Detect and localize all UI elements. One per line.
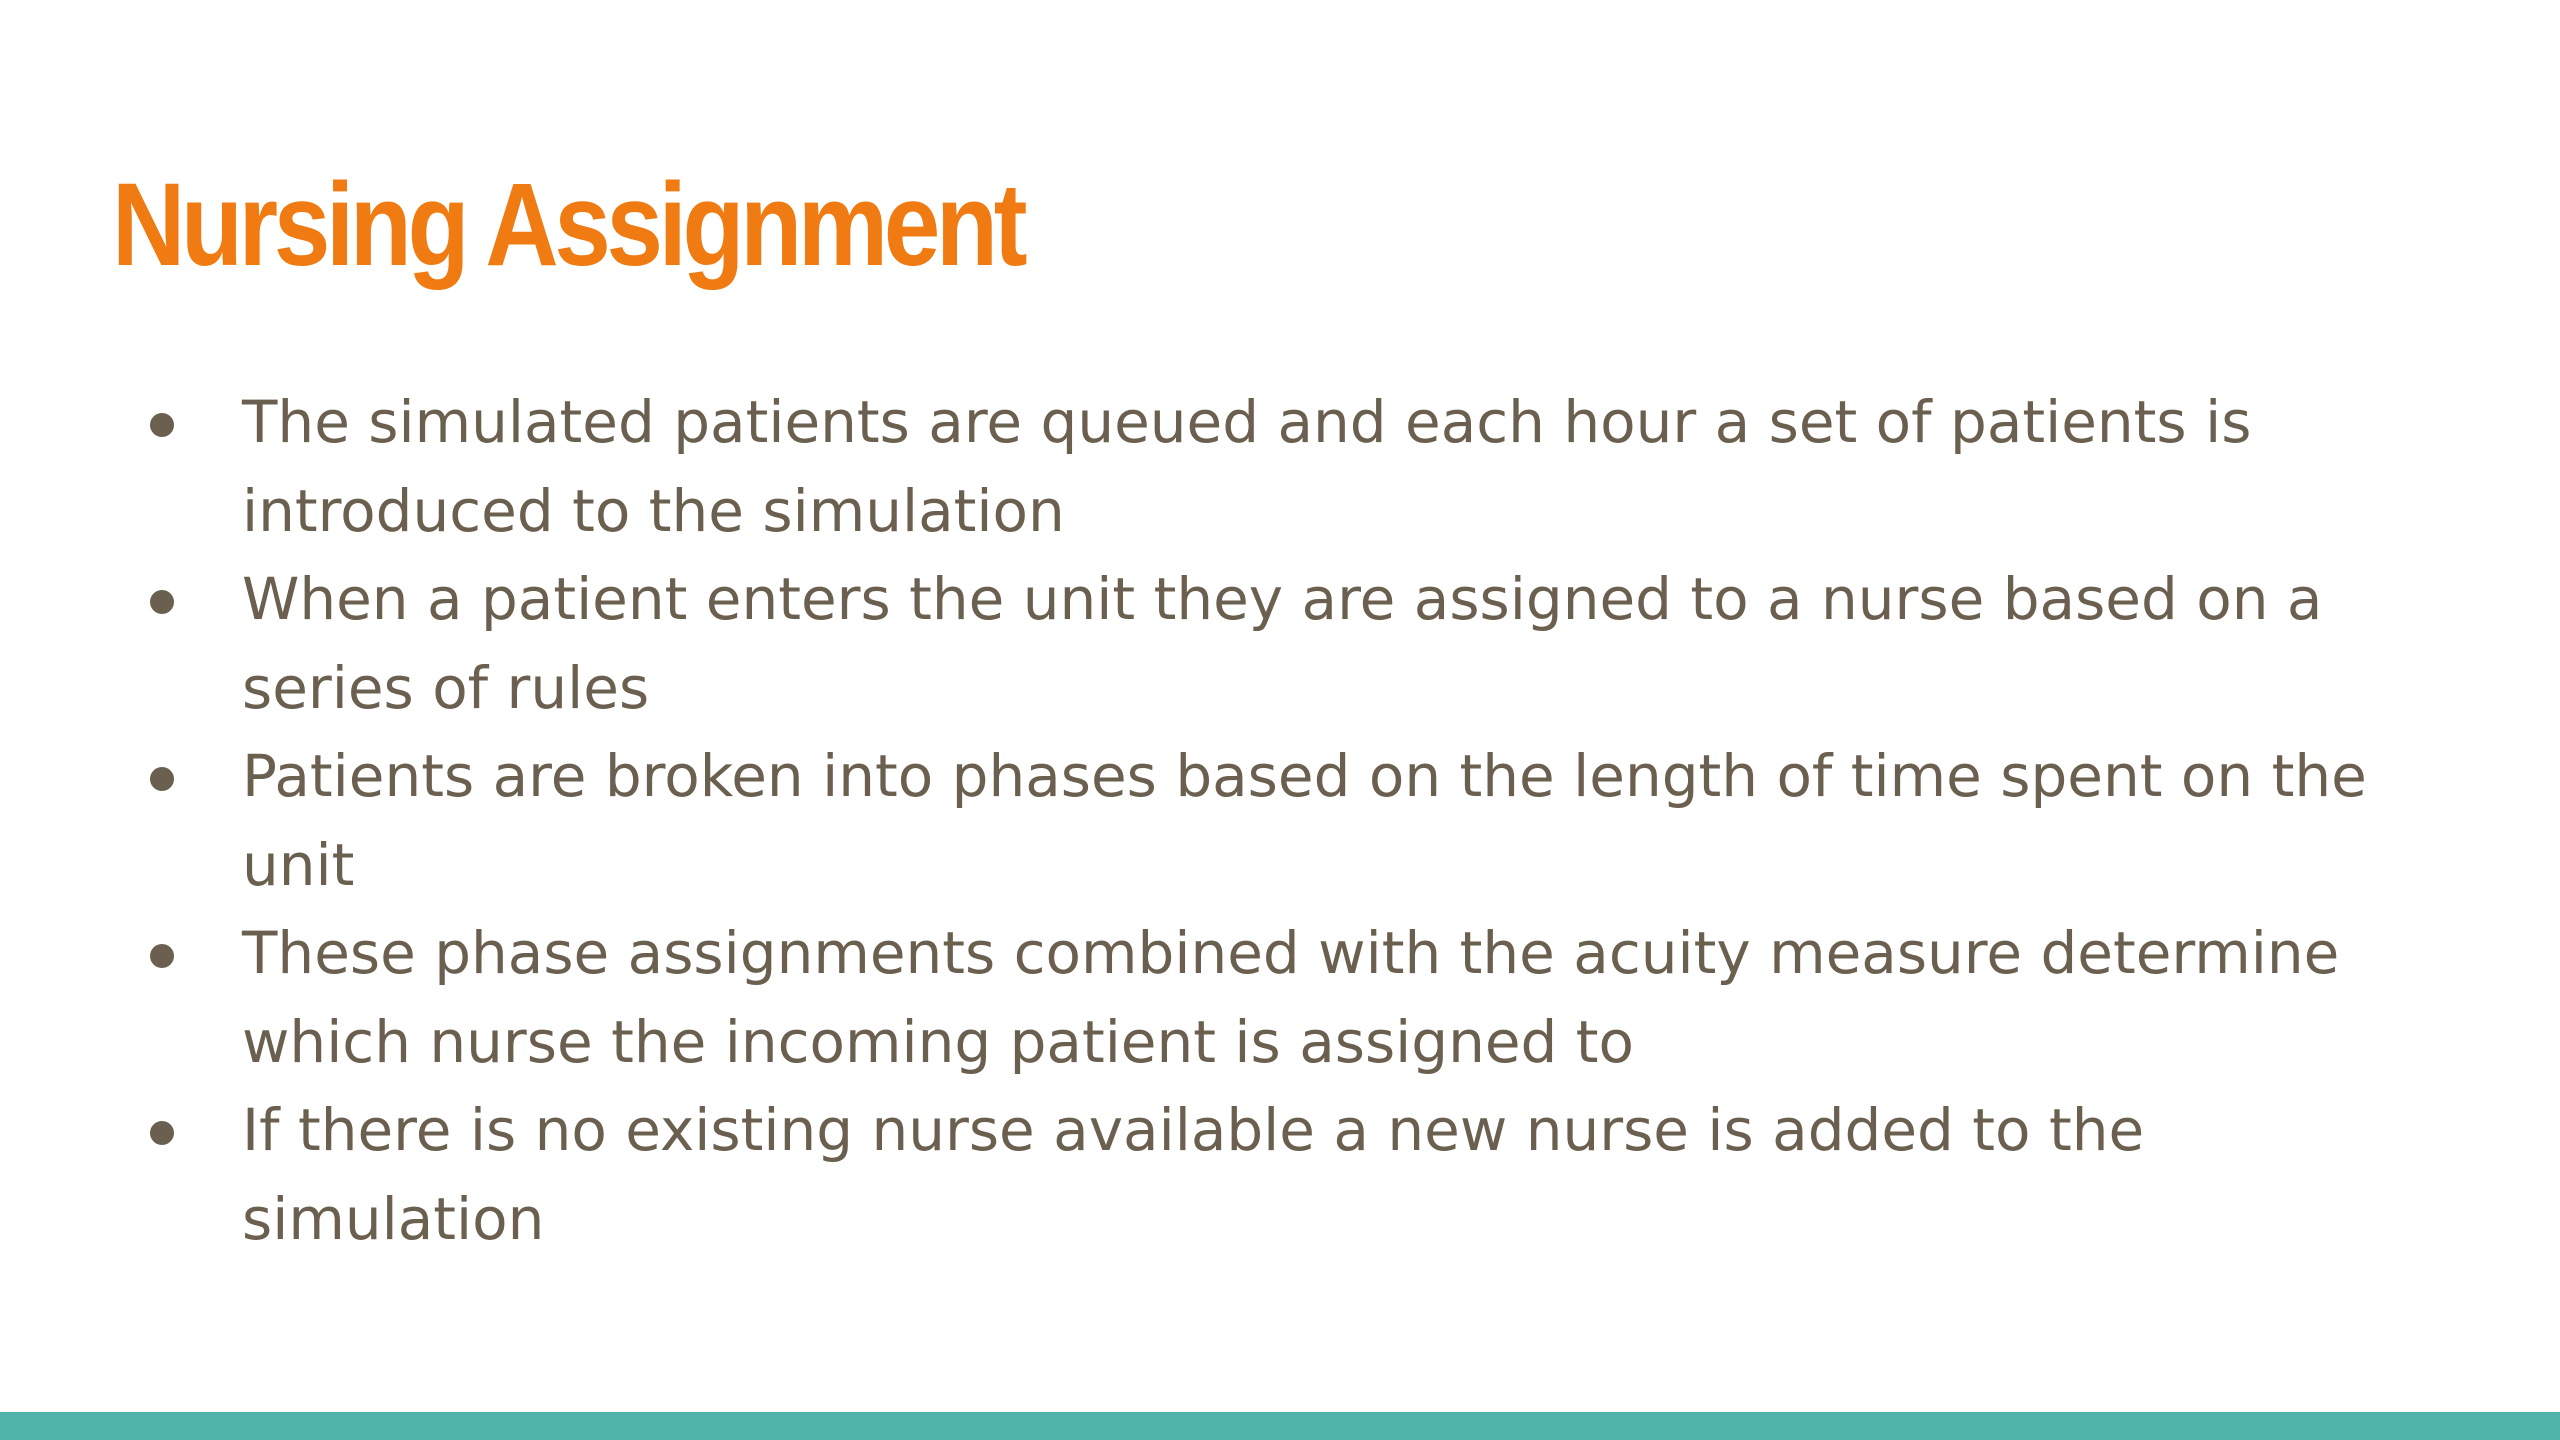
bullet-item <box>140 1086 2460 1263</box>
bullet-dot-icon <box>150 944 174 968</box>
bullet-text: Patients are broken into phases based on the length of time spent on the unit <box>242 742 2367 899</box>
bullet-item <box>140 909 2460 1086</box>
bullet-dot-icon <box>150 1121 174 1145</box>
bullet-dot-icon <box>150 590 174 614</box>
bullet-item <box>140 732 2460 909</box>
bullet-list <box>140 378 2460 1263</box>
slide-title: Nursing Assignment <box>112 159 1024 291</box>
accent-bottom-bar <box>0 1412 2560 1440</box>
bullet-item <box>140 378 2460 555</box>
bullet-text: The simulated patients are queued and each hour a set of patients is introduced to the simulation <box>242 388 2252 545</box>
bullet-item <box>140 555 2460 732</box>
bullet-text: If there is no existing nurse available a new nurse is added to the simulation <box>242 1096 2145 1253</box>
bullet-text: These phase assignments combined with the acuity measure determine which nurse the incoming patient is assigned to <box>242 919 2340 1076</box>
bullet-dot-icon <box>150 767 174 791</box>
bullet-dot-icon <box>150 413 174 437</box>
bullet-text: When a patient enters the unit they are assigned to a nurse based on a series of rules <box>242 565 2323 722</box>
